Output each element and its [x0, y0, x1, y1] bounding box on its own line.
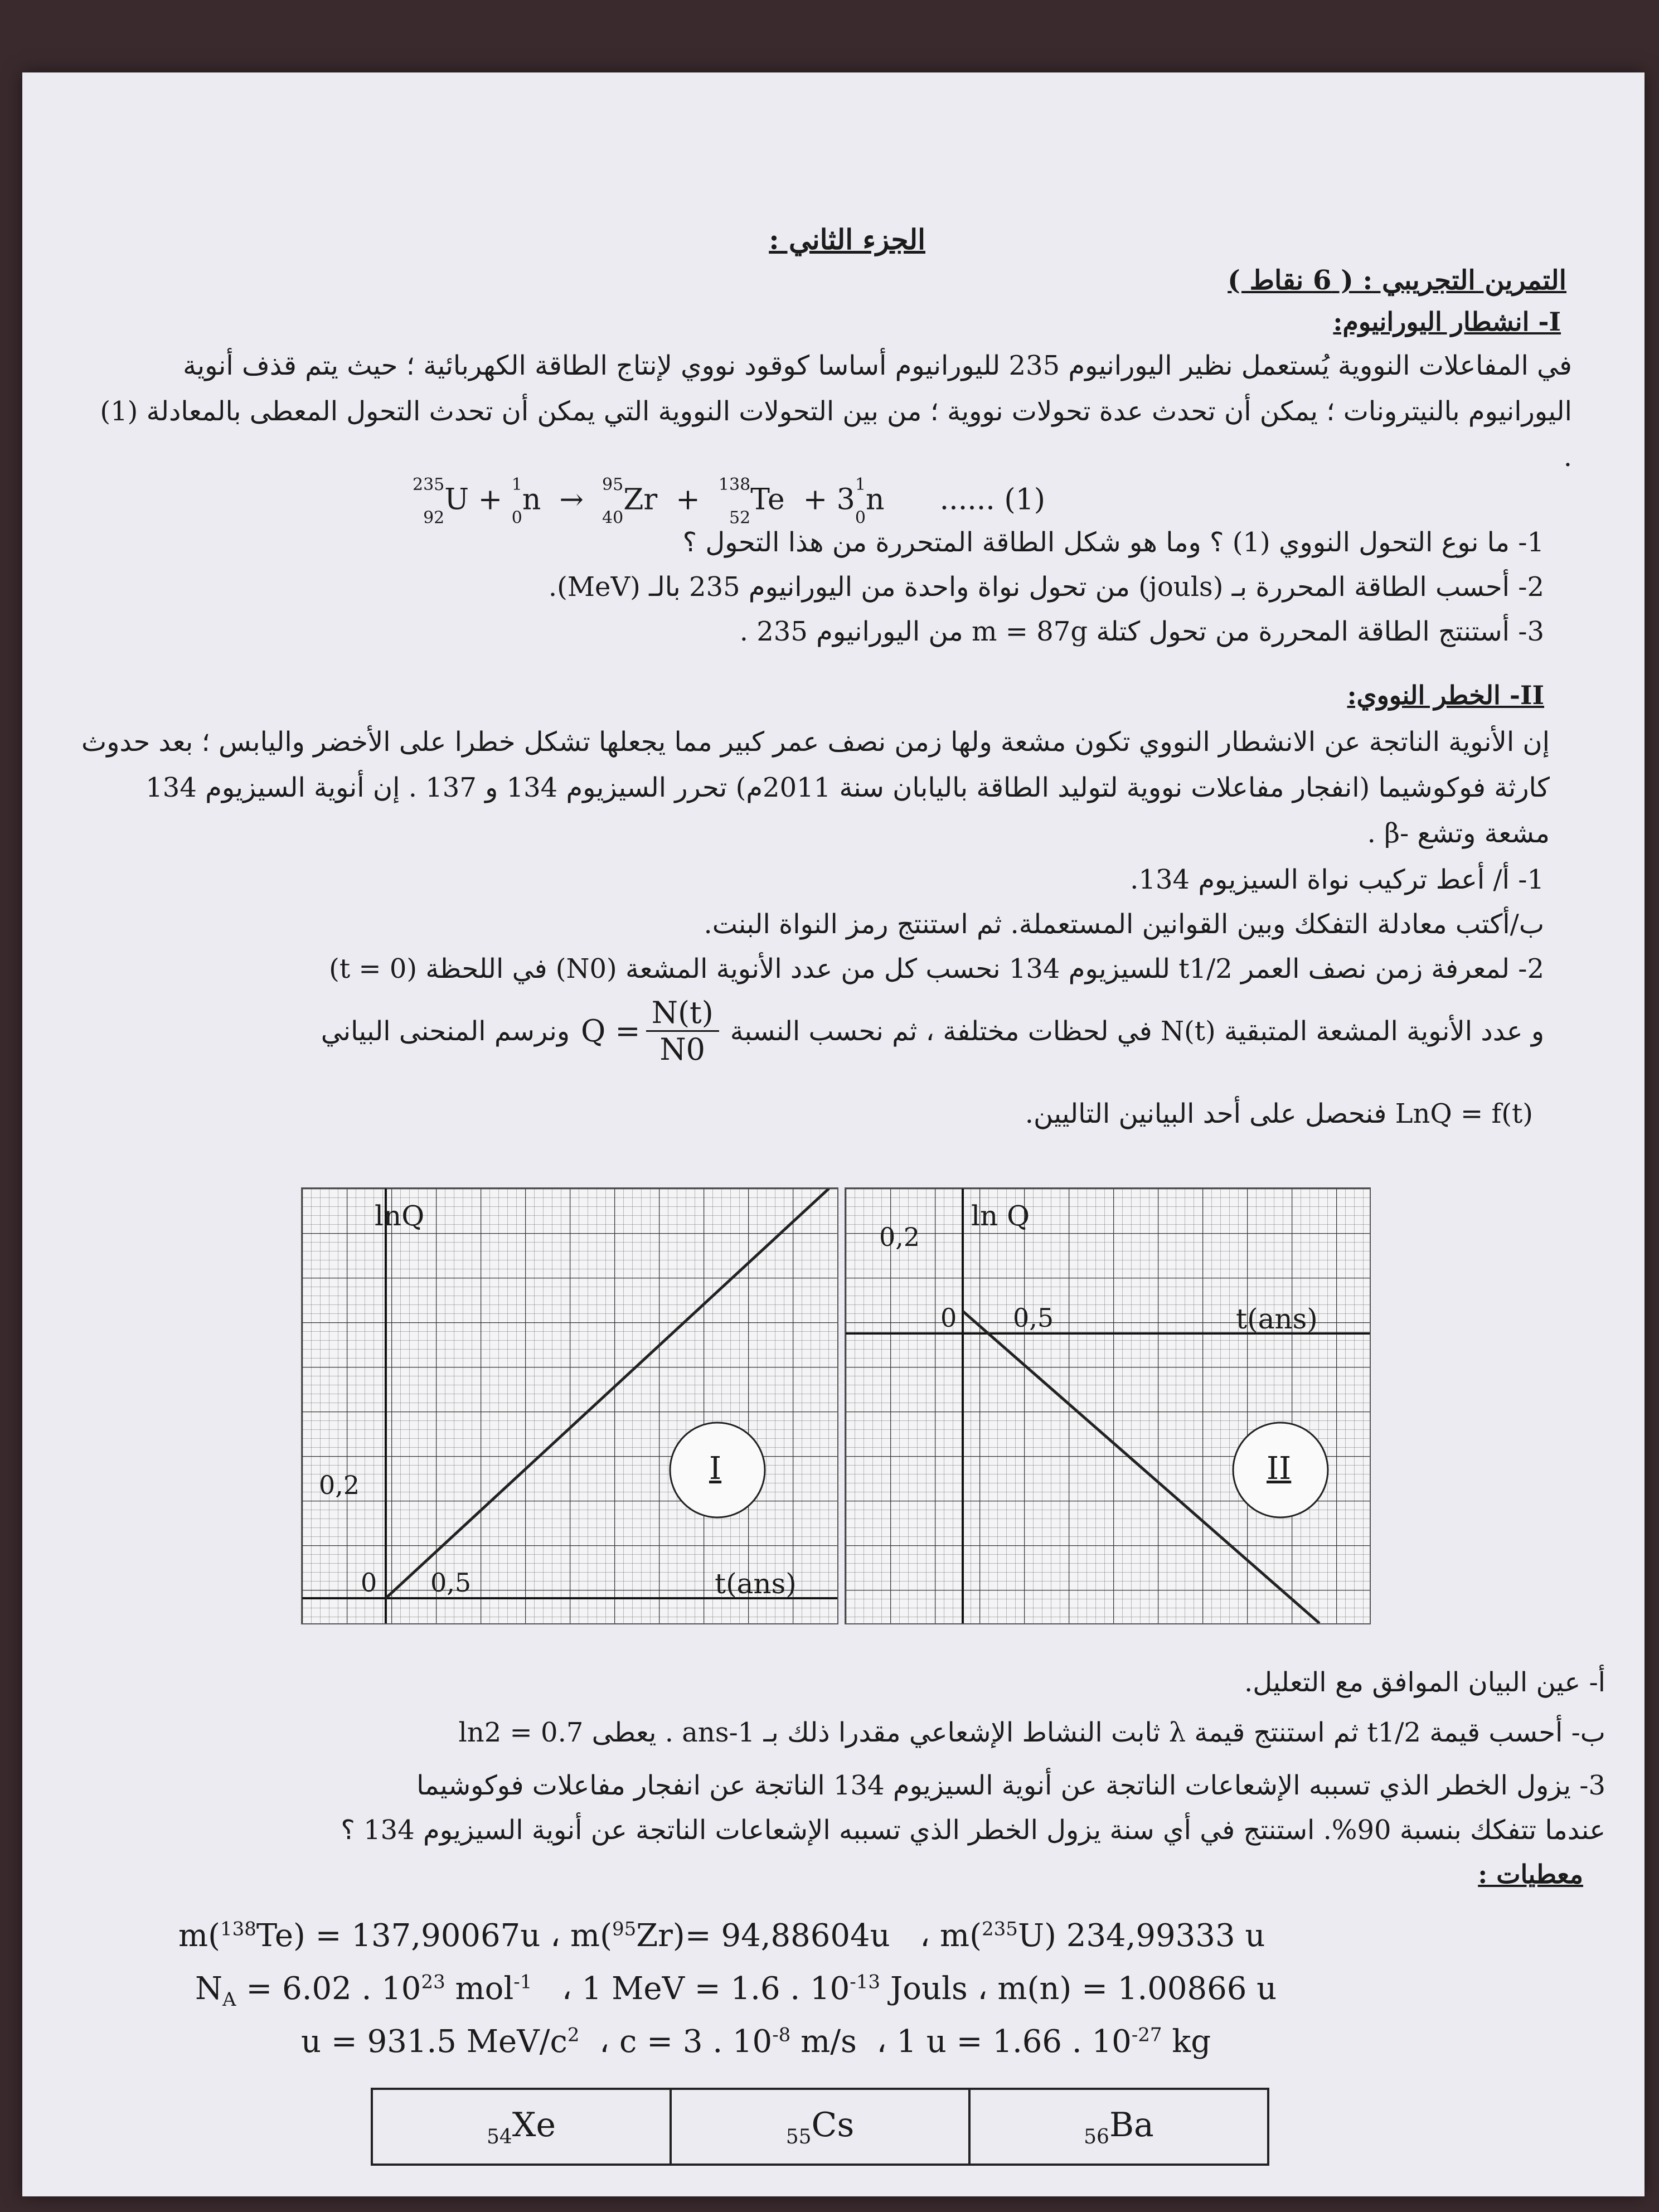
data-line-2: $N_A = 6.02$ . $10^{23}$ mol$^{-1}$ ، 1 MeV = 1.6 . $10^{-13}$ Jouls ، m(n) = 1.00866 u: [195, 1971, 1277, 2011]
ratio-formula: Q = $\frac{N(t)}{N0}$: [581, 995, 719, 1067]
section1-heading: I- انشطار اليورانيوم:: [1333, 307, 1561, 337]
graph-I-y-tick: 0,2: [319, 1470, 360, 1500]
element-cell: $_{55}$Cs: [671, 2089, 969, 2165]
section2-question-b: ب- أحسب قيمة t1/2 ثم استنتج قيمة λ ثابت النشاط الإشعاعي مقدرا ذلك بـ ans-1 . يعطى ln2 = 0.7: [458, 1717, 1605, 1748]
graph-II-x-label: t(ans): [1236, 1303, 1318, 1335]
section2-question-a: أ- عين البيان الموافق مع التعليل.: [1244, 1667, 1605, 1698]
graph-II-x-tick: 0,5: [1013, 1303, 1054, 1333]
section2-question-2-line3: LnQ = f(t) فنحصل على أحد البيانين التاليين.: [1025, 1098, 1533, 1129]
graph-II-y-label: ln Q: [971, 1200, 1030, 1232]
section2-question-1b: ب/أكتب معادلة التفكك وبين القوانين المستعملة. ثم استنتج رمز النواة البنت.: [704, 909, 1544, 940]
graph-II-label: II: [1267, 1451, 1292, 1487]
fission-equation: $^{235}$ $_{92}$U + $^1$ $_0$n → $^{95}$ $_{40}$Zr + $^{138}$ $_{52}Te + 3^1$ $_0$n ...... (1): [413, 475, 1046, 528]
section1-question-1: 1- ما نوع التحول النووي (1) ؟ وما هو شكل الطاقة المتحررة من هذا التحول ؟: [682, 527, 1544, 558]
graph-I-label: I: [709, 1451, 722, 1487]
section2-question-2-line2: و عدد الأنوية المشعة المتبقية N(t) في لحظات مختلفة ، ثم نحسب النسبة Q = $\frac{N(t)}{N0}$ ونرسم المنحنى البياني: [321, 995, 1544, 1067]
data-heading: معطيات :: [1478, 1859, 1583, 1889]
element-cell: $_{54}$Xe: [372, 2089, 671, 2165]
graph-I: [301, 1187, 838, 1624]
section1-question-2: 2- أحسب الطاقة المحررة بـ (jouls) من تحول نواة واحدة من اليورانيوم 235 بالـ (MeV).: [548, 571, 1544, 603]
section1-intro: في المفاعلات النووية يُستعمل نظير اليورانيوم 235 لليورانيوم أساسا كوقود نووي لإنتاج الطاقة الكهربائية ؛ حيث يتم قذف أنوية اليورانيوم بالنيترونات ؛ يمكن أن تحدث عدة تحولات نووية ؛ من بين التحولات النووية التي يمكن أن تحدث التحول المعطى بالمعادلة (1) .: [100, 350, 1572, 473]
graph-I-x-label: t(ans): [715, 1568, 797, 1600]
section2-heading: II- الخطر النووي:: [1347, 680, 1544, 710]
graph-I-y-label: lnQ: [375, 1200, 425, 1232]
exercise-title: التمرين التجريبي : ( 6 نقاط ): [1228, 265, 1566, 296]
section2-intro: إن الأنوية الناتجة عن الانشطار النووي تكون مشعة ولها زمن نصف عمر كبير مما يجعلها تشكل خطرا على الأخضر واليابس ؛ بعد حدوث كارثة فوكوشيما (انفجار مفاعلات نووية لتوليد الطاقة باليابان سنة 2011م) تحرر السيزيوم 134 و 137 . إن أنوية السيزيوم 134 مشعة وتشع -β .: [81, 726, 1550, 849]
element-cell: $_{56}$Ba: [969, 2089, 1268, 2165]
graph-I-x-tick: 0,5: [430, 1568, 472, 1598]
graph-II-origin: 0: [940, 1303, 957, 1333]
section2-question-2-line1: 2- لمعرفة زمن نصف العمر t1/2 للسيزيوم 134 نحسب كل من عدد الأنوية المشعة (N0) في اللحظة (t = 0): [329, 953, 1544, 984]
graph-II: [845, 1187, 1371, 1624]
data-line-1: m($^{138}$Te) = 137,90067u ، m($^{95}$Zr)= 94,88604u ، m($^{235}$U) 234,99333 u: [178, 1918, 1265, 1954]
graph-II-y-tick: 0,2: [879, 1222, 920, 1252]
section2-question-3-line1: 3- يزول الخطر الذي تسببه الإشعاعات الناتجة عن أنوية السيزيوم 134 الناتجة عن انفجار مفاعلات فوكوشيما: [416, 1770, 1605, 1801]
section2-question-1a: 1- أ/ أعط تركيب نواة السيزيوم 134.: [1130, 864, 1544, 895]
exam-sheet: [22, 72, 1645, 2196]
graph-I-origin: 0: [361, 1568, 377, 1598]
elements-table: [371, 2088, 1269, 2166]
part-title: الجزء الثاني :: [769, 223, 925, 256]
data-line-3: u = 931.5 MeV/$c^2$ ، c = 3 . $10^{-8}$ m/s ، 1 u = 1.66 . $10^{-27}$ kg: [301, 2024, 1211, 2060]
section1-question-3: 3- أستنتج الطاقة المحررة من تحول كتلة m = 87g من اليورانيوم 235 .: [739, 616, 1544, 647]
section2-question-3-line2: عندما تتفكك بنسبة 90%. استنتج في أي سنة يزول الخطر الذي تسببه الإشعاعات الناتجة عن أنوية السيزيوم 134 ؟: [341, 1815, 1605, 1846]
